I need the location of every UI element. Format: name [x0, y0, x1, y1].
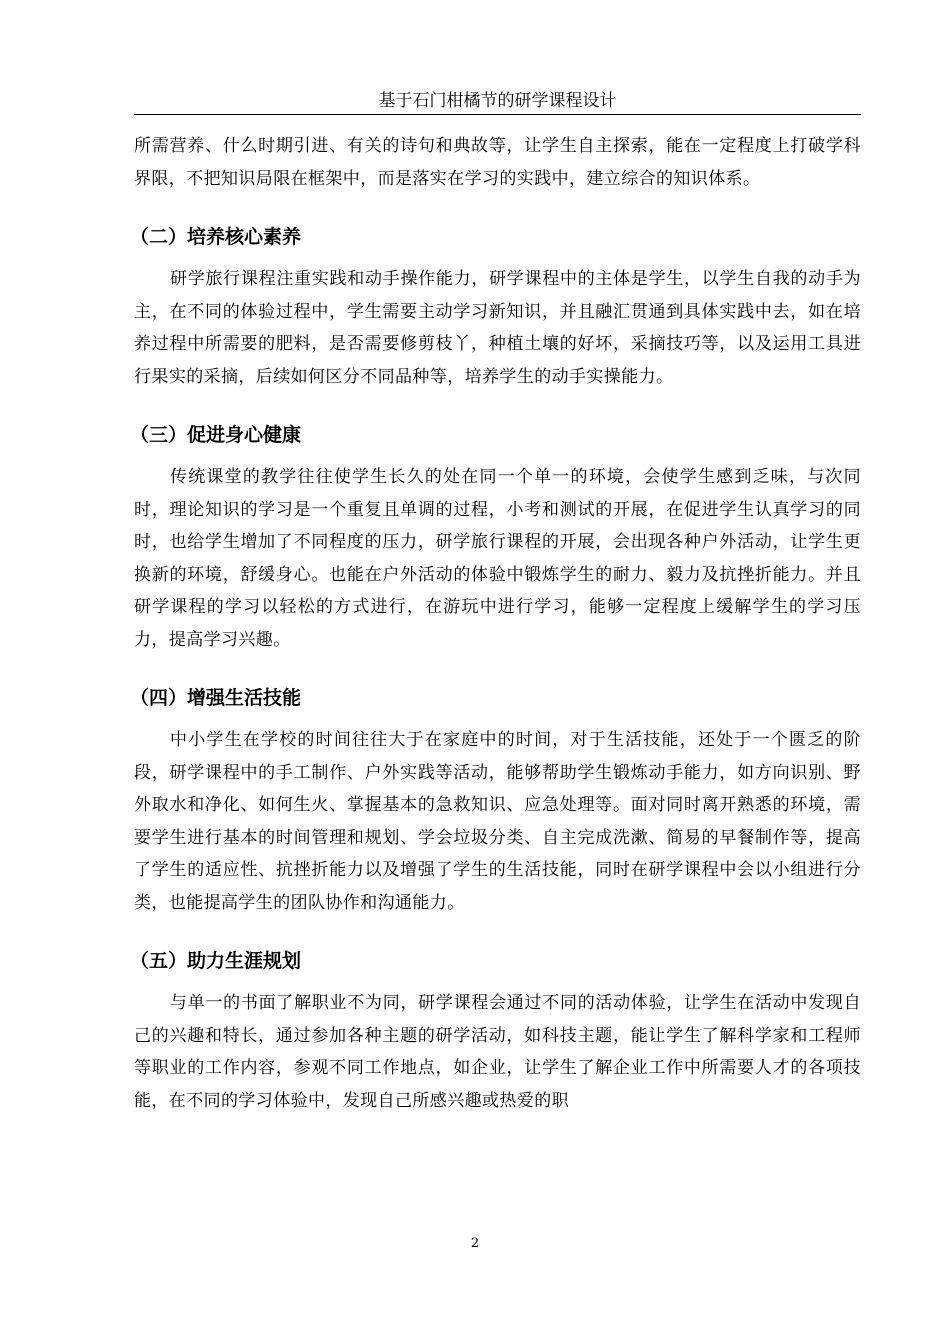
- section-heading-4: （四）增强生活技能: [130, 687, 302, 709]
- section-paragraph-5: 与单一的书面了解职业不为同，研学课程会通过不同的活动体验，让学生在活动中发现自己的兴趣和特长，通过参加各种主题的研学活动，如科技主题，能让学生了解科学家和工程师等职业的工作内容，参观不同工作地点，如企业，让学生了解企业工作中所需要人才的各项技能，在不同的学习体验中，发现自己所感兴趣或热爱的职: [134, 993, 861, 1111]
- section-paragraph-2: 研学旅行课程注重实践和动手操作能力，研学课程中的主体是学生，以学生自我的动手为主，在不同的体验过程中，学生需要主动学习新知识，并且融汇贯通到具体实践中去，如在培养过程中所需要的肥料，是否需要修剪枝丫，种植土壤的好坏，采摘技巧等，以及运用工具进行果实的采摘，后续如何区分不同品种等，培养学生的动手实操能力。: [134, 269, 861, 387]
- intro-paragraph: 所需营养、什么时期引进、有关的诗句和典故等，让学生自主探索，能在一定程度上打破学科界限，不把知识局限在框架中，而是落实在学习的实践中，建立综合的知识体系。: [134, 136, 861, 189]
- section-heading-2: （二）培养核心素养: [130, 226, 302, 248]
- section-paragraph-3: 传统课堂的教学往往使学生长久的处在同一个单一的环境，会使学生感到乏味，与次同时，理论知识的学习是一个重复且单调的过程，小考和测试的开展，在促进学生认真学习的同时，也给学生增加了不同程度的压力，研学旅行课程的开展，会出现各种户外活动，让学生更换新的环境，舒缓身心。也能在户外活动的体验中锻炼学生的耐力、毅力及抗挫折能力。并且研学课程的学习以轻松的方式进行，在游玩中进行学习，能够一定程度上缓解学生的学习压力，提高学习兴趣。: [134, 467, 861, 650]
- page-number: 2: [470, 1236, 480, 1251]
- section-heading-3: （三）促进身心健康: [130, 424, 302, 446]
- page-header: 基于石门柑橘节的研学课程设计: [134, 88, 861, 115]
- section-heading-5: （五）助力生涯规划: [130, 950, 302, 972]
- section-paragraph-4: 中小学生在学校的时间往往大于在家庭中的时间，对于生活技能，还处于一个匮乏的阶段，研学课程中的手工制作、户外实践等活动，能够帮助学生锻炼动手能力，如方向识别、野外取水和净化、如何生火、掌握基本的急救知识、应急处理等。面对同时离开熟悉的环境，需要学生进行基本的时间管理和规划、学会垃圾分类、自主完成洗漱、简易的早餐制作等，提高了学生的适应性、抗挫折能力以及增强了学生的生活技能，同时在研学课程中会以小组进行分类，也能提高学生的团队协作和沟通能力。: [134, 730, 861, 913]
- document-body: [130, 130, 861, 1117]
